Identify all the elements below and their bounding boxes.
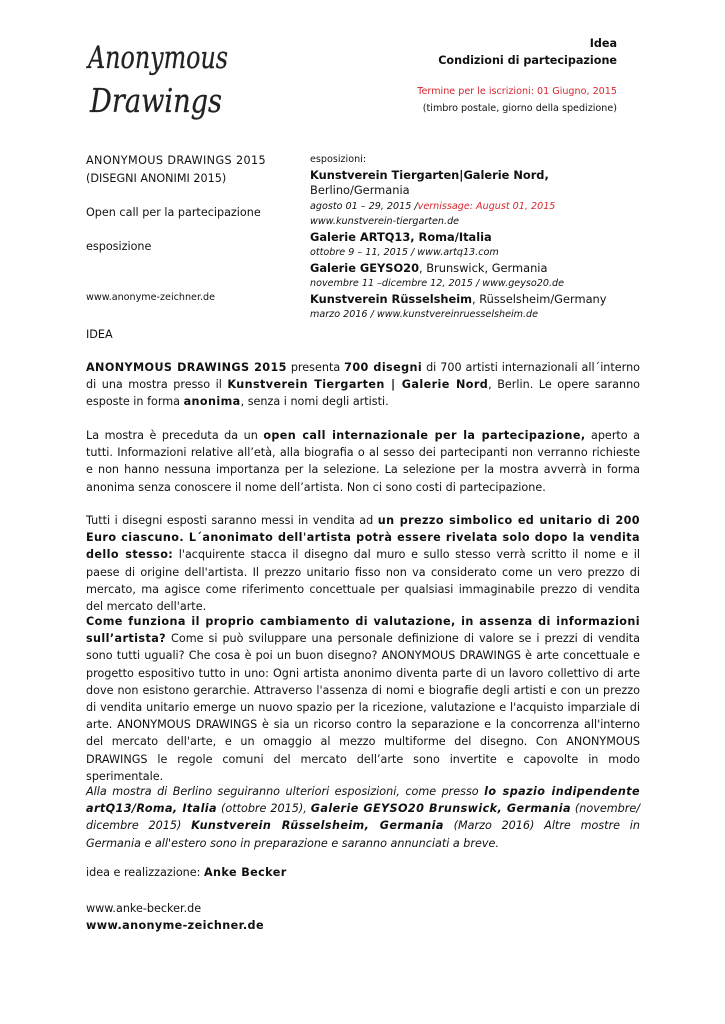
text-run: aperto a tutti. Informazioni relative all’età, alla biografia o al sesso dei partecipanti non verranno richieste e non hanno nessuna importanza per la selezione. La selezione per la mostra avverrà in forma anonima senza conoscere il nome dell’artista. Non ci sono costi di partecipazione.	[86, 429, 641, 494]
header-title: Idea	[589, 37, 617, 50]
deadline-block	[417, 83, 617, 117]
bold-phrase: lo spazio indipendente artQ13/Roma, Italia	[86, 785, 641, 816]
vernissage: vernissage: August 01, 2015	[417, 200, 556, 212]
date-text: agosto 01 – 29, 2015 /	[310, 200, 418, 212]
exhibitions	[310, 152, 640, 323]
exhibition-label: esposizione	[86, 240, 152, 253]
logo-line1: Anonymous	[85, 40, 228, 76]
text-run: Alla mostra di Berlino seguiranno ulteriori esposizioni, come presso	[86, 785, 485, 798]
exhibition-venue	[310, 261, 640, 277]
paragraph-open-call	[86, 427, 640, 496]
exhibition-venue	[310, 292, 640, 308]
project-title: ANONYMOUS DRAWINGS 2015	[86, 154, 267, 167]
exhibition-date: marzo 2016 / www.kunstvereinruesselsheim.de	[310, 309, 539, 320]
deadline: Termine per le iscrizioni: 01 Giugno, 2015	[417, 86, 617, 97]
exhibition-date: ottobre 9 – 11, 2015 / www.artq13.com	[310, 247, 499, 258]
venue-name: Galerie ARTQ13, Roma/Italia	[310, 229, 492, 244]
bold-phrase: Kunstverein Tiergarten | Galerie Nord	[227, 378, 489, 392]
credit	[86, 866, 287, 879]
text-run: di 700 artisti internazionali all´interno di una mostra presso il	[86, 361, 641, 392]
bold-phrase: open call internazionale per la partecipazione,	[263, 429, 586, 442]
header	[438, 35, 617, 69]
text-run: (ottobre 2015),	[217, 802, 311, 816]
paragraph-concept	[86, 613, 640, 785]
bold-phrase: anonima	[183, 395, 241, 409]
text-run: Tutti i disegni esposti saranno messi in vendita ad	[86, 514, 378, 527]
venue-location: , Brunswick, Germania	[419, 260, 548, 275]
text-run: , senza i nomi degli artisti.	[240, 395, 389, 409]
venue-location: Berlino/Germania	[310, 183, 410, 197]
footer-links	[86, 900, 264, 934]
header-subtitle: Condizioni di partecipazione	[438, 54, 617, 67]
bold-phrase: Galerie GEYSO20 Brunswick, Germania	[310, 802, 571, 816]
text-run: La mostra è preceduta da un	[86, 429, 264, 442]
exhibition-date	[310, 199, 640, 215]
exhibition-venue	[310, 168, 640, 199]
credit-name: Anke Becker	[203, 866, 287, 879]
logo-script	[86, 34, 236, 126]
section-title: IDEA	[86, 328, 113, 341]
bold-phrase: ANONYMOUS DRAWINGS 2015	[86, 361, 287, 374]
bold-phrase: 700 disegni	[344, 361, 423, 374]
link-anonyme-zeichner[interactable]: www.anonyme-zeichner.de	[86, 919, 264, 932]
credit-label: idea e realizzazione:	[86, 866, 204, 879]
bold-phrase: un prezzo simbolico ed unitario di 200 Euro ciascuno. L´anonimato dell'artista potrà essere rivelata solo dopo la vendita dello stesso:	[86, 514, 640, 562]
website-link[interactable]: www.anonyme-zeichner.de	[86, 292, 216, 303]
bold-phrase: Kunstverein Rüsselsheim, Germania	[191, 819, 444, 833]
bold-phrase: Come funziona il proprio cambiamento di valutazione, in assenza di informazioni sull’artista?	[86, 615, 640, 646]
text-run: l'acquirente stacca il disegno dal muro e sullo stesso verrà scritto il nome e il paese di origine dell'artista. Il prezzo unitario fisso non va considerato come un vero prezzo di mercato, ma agisce come riferimento concettuale per qualsiasi immaginabile prezzo di vendita del mercato dell'arte.	[86, 548, 641, 614]
venue-name: Kunstverein Tiergarten|Galerie Nord,	[310, 167, 549, 182]
venue-location: , Rüsselsheim/Germany	[472, 291, 607, 306]
venue-name: Galerie GEYSO20	[310, 260, 419, 275]
text-run: (novembre/ dicembre 2015)	[86, 802, 640, 833]
project-subtitle: (DISEGNI ANONIMI 2015)	[86, 172, 227, 185]
open-call: Open call per la partecipazione	[86, 206, 261, 219]
paragraph-intro	[86, 359, 640, 411]
paragraph-future	[86, 783, 640, 852]
venue-name: Kunstverein Rüsselsheim	[310, 291, 472, 306]
link-anke-becker[interactable]: www.anke-becker.de	[86, 902, 202, 915]
text-run: presenta	[286, 361, 345, 374]
deadline-note: (timbro postale, giorno della spedizione)	[422, 103, 617, 114]
text-run: (Marzo 2016) Altre mostre in Germania e all'estero sono in preparazione e saranno annunciati a breve.	[86, 819, 640, 850]
paragraph-price	[86, 512, 640, 615]
text-run: , Berlin. Le opere saranno esposte in forma	[86, 378, 641, 409]
exhibition-url[interactable]: www.kunstverein-tiergarten.de	[310, 216, 460, 227]
text-run: Come si può sviluppare una personale definizione di valore se i prezzi di vendita sono tutti uguali? Che cosa è poi un buon disegno? ANONYMOUS DRAWINGS è arte concettuale e progetto espositivo tutto in uno: Ogni artista anonimo diventa parte di un lavoro collettivo di arte dove non esistono gerarchie. Attraverso l'assenza di nomi e biografie degli artisti e con un prezzo di vendita unitario emerge un nuovo spazio per la ricezione, valutazione e l'acquisto imparziale di arte. ANONYMOUS DRAWINGS è sia un ricorso contro la separazione e la concorrenza all'interno del mercato dell'arte, e un omaggio al mezzo multiforme del disegno. Con ANONYMOUS DRAWINGS le regole comuni del mercato dell’arte sono invertite e capovolte in modo sperimentale.	[86, 632, 640, 783]
left-column	[86, 152, 296, 307]
logo-line2: Drawings	[89, 81, 222, 120]
logo	[86, 34, 236, 126]
exhibition-venue	[310, 230, 640, 246]
exhibitions-label: esposizioni:	[310, 154, 367, 165]
exhibition-date: novembre 11 –dicembre 12, 2015 / www.geyso20.de	[310, 278, 564, 289]
